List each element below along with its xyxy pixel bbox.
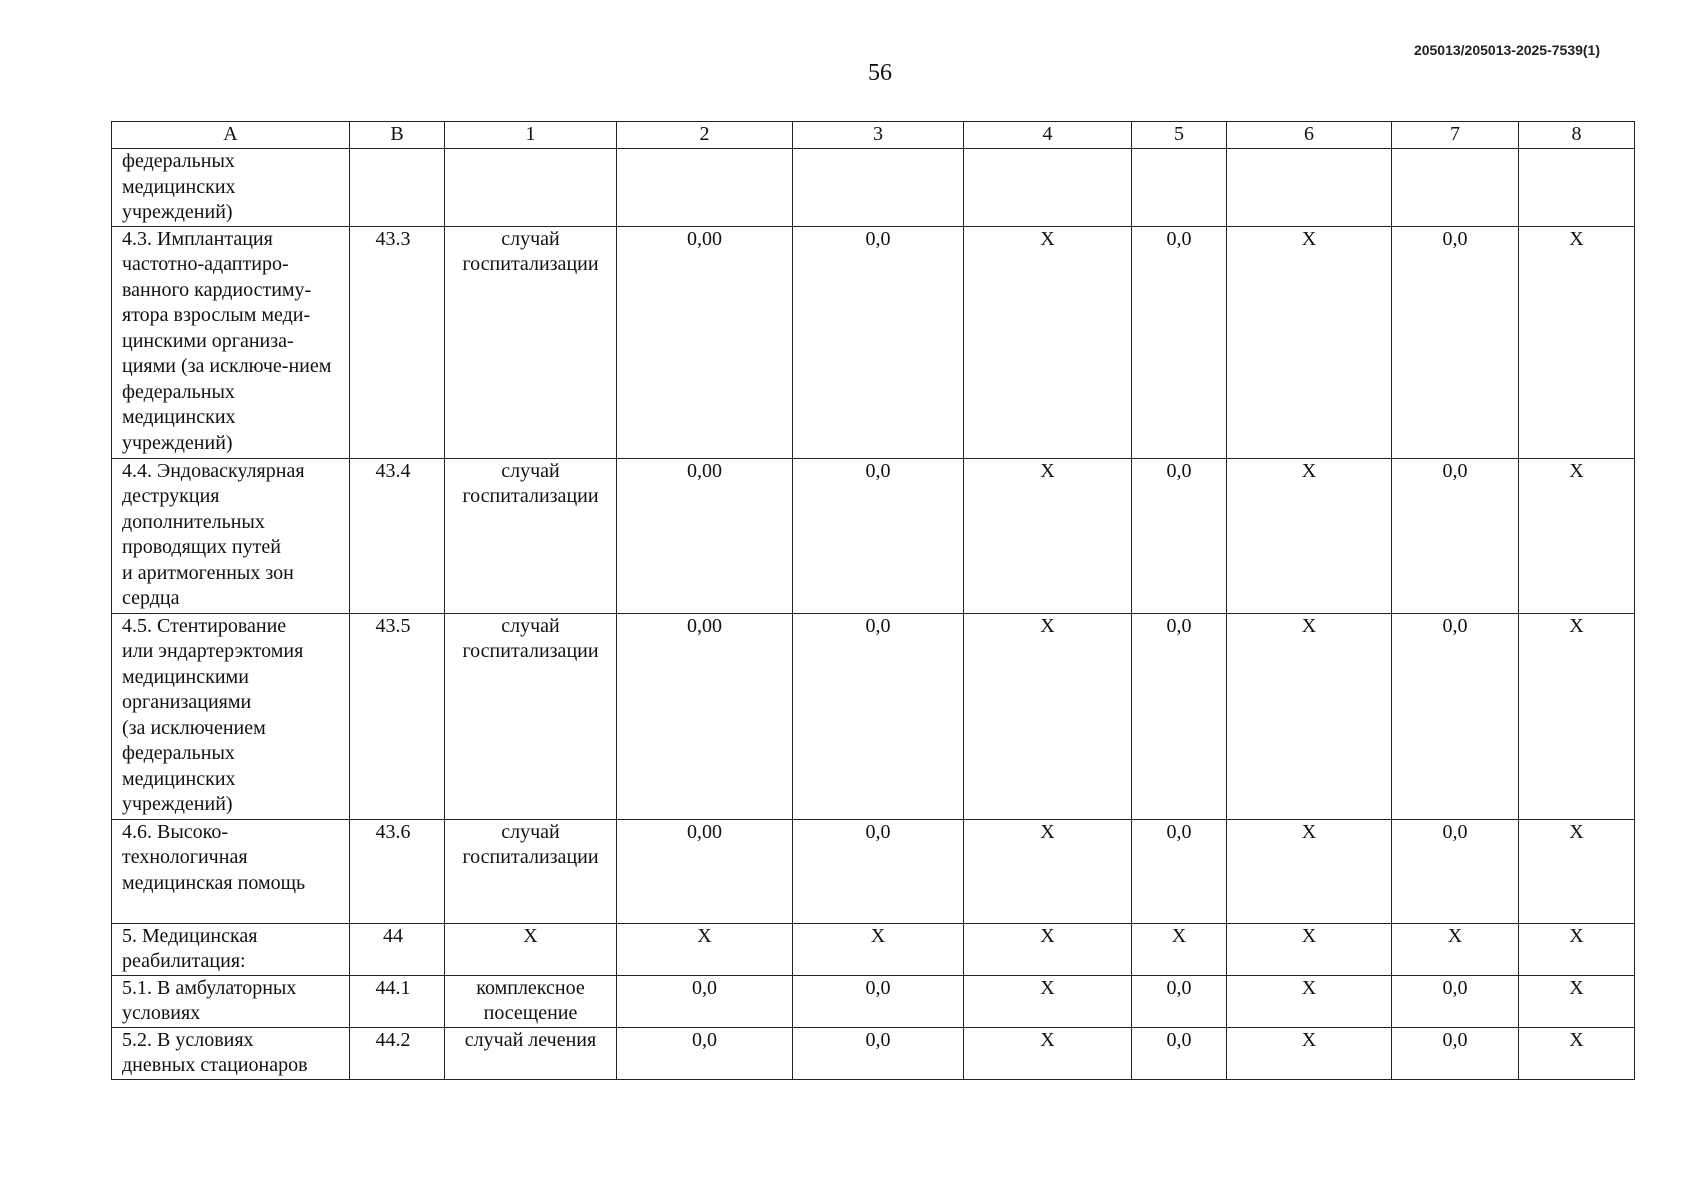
table-row <box>112 613 1635 819</box>
table-row <box>112 458 1635 613</box>
column-header: 7 <box>1392 122 1519 149</box>
value-cell <box>1132 149 1227 227</box>
value-cell: 0,0 <box>1132 819 1227 923</box>
value-cell: Х <box>1132 923 1227 975</box>
value-cell: 0,00 <box>617 458 793 613</box>
row-code: 44 <box>350 923 445 975</box>
table-row <box>112 149 1635 227</box>
unit-cell: Х <box>445 923 617 975</box>
value-cell: Х <box>964 226 1132 458</box>
value-cell: 0,0 <box>793 226 964 458</box>
value-cell: Х <box>964 458 1132 613</box>
row-code <box>350 149 445 227</box>
value-cell: Х <box>1227 819 1392 923</box>
unit-cell: комплексное посещение <box>445 975 617 1027</box>
value-cell <box>617 149 793 227</box>
value-cell: Х <box>1519 819 1635 923</box>
column-header: 5 <box>1132 122 1227 149</box>
value-cell: Х <box>1227 226 1392 458</box>
row-code: 43.5 <box>350 613 445 819</box>
value-cell: 0,0 <box>1392 226 1519 458</box>
table-row <box>112 1027 1635 1079</box>
row-code: 43.3 <box>350 226 445 458</box>
value-cell: Х <box>964 819 1132 923</box>
value-cell: Х <box>1227 458 1392 613</box>
data-table <box>111 121 1635 1080</box>
value-cell <box>1519 149 1635 227</box>
value-cell: 0,0 <box>1392 458 1519 613</box>
unit-cell <box>445 149 617 227</box>
column-header: 4 <box>964 122 1132 149</box>
value-cell: Х <box>964 1027 1132 1079</box>
row-label: 4.5. Стентирование или эндартерэктомия медицинскими организациями (за исключением федеральных медицинских учреждений) <box>112 613 350 819</box>
value-cell: 0,0 <box>617 1027 793 1079</box>
column-header: В <box>350 122 445 149</box>
row-code: 44.2 <box>350 1027 445 1079</box>
value-cell: Х <box>1519 458 1635 613</box>
value-cell: Х <box>1227 1027 1392 1079</box>
value-cell: 0,00 <box>617 613 793 819</box>
value-cell: 0,0 <box>1132 975 1227 1027</box>
value-cell: 0,0 <box>793 975 964 1027</box>
column-header: 8 <box>1519 122 1635 149</box>
row-label: федеральных медицинских учреждений) <box>112 149 350 227</box>
row-code: 44.1 <box>350 975 445 1027</box>
table-row <box>112 975 1635 1027</box>
value-cell: Х <box>1392 923 1519 975</box>
unit-cell: случай госпитализации <box>445 226 617 458</box>
value-cell: 0,0 <box>1132 458 1227 613</box>
value-cell <box>793 149 964 227</box>
unit-cell: случай госпитализации <box>445 819 617 923</box>
value-cell: 0,0 <box>1132 613 1227 819</box>
value-cell: 0,0 <box>1392 613 1519 819</box>
column-header: 1 <box>445 122 617 149</box>
column-header: 3 <box>793 122 964 149</box>
value-cell: 0,0 <box>1392 1027 1519 1079</box>
value-cell: Х <box>964 613 1132 819</box>
header-row <box>112 122 1635 149</box>
column-header: 6 <box>1227 122 1392 149</box>
row-label: 5.1. В амбулаторных условиях <box>112 975 350 1027</box>
table-row <box>112 819 1635 923</box>
row-label: 4.3. Имплантация частотно-адаптиро-ванного кардиостиму-ятора взрослым меди-цинскими организа-циями (за исключе-нием федеральных медицинских учреждений) <box>112 226 350 458</box>
value-cell: Х <box>1519 613 1635 819</box>
value-cell <box>964 149 1132 227</box>
value-cell: Х <box>617 923 793 975</box>
value-cell: 0,0 <box>1392 975 1519 1027</box>
row-label: 5. Медицинская реабилитация: <box>112 923 350 975</box>
value-cell: 0,00 <box>617 819 793 923</box>
value-cell <box>1392 149 1519 227</box>
value-cell: Х <box>1227 923 1392 975</box>
value-cell: Х <box>964 975 1132 1027</box>
value-cell: 0,0 <box>793 819 964 923</box>
value-cell: Х <box>1519 975 1635 1027</box>
unit-cell: случай лечения <box>445 1027 617 1079</box>
column-header: А <box>112 122 350 149</box>
document-id: 205013/205013-2025-7539(1) <box>1413 42 1600 58</box>
column-header: 2 <box>617 122 793 149</box>
value-cell: 0,0 <box>617 975 793 1027</box>
row-code: 43.4 <box>350 458 445 613</box>
value-cell: Х <box>1519 1027 1635 1079</box>
value-cell: Х <box>1519 923 1635 975</box>
value-cell: 0,0 <box>793 613 964 819</box>
row-label: 4.4. Эндоваскулярная деструкция дополнительных проводящих путей и аритмогенных зон сердца <box>112 458 350 613</box>
value-cell: 0,0 <box>793 1027 964 1079</box>
value-cell: 0,0 <box>1392 819 1519 923</box>
value-cell <box>1227 149 1392 227</box>
value-cell: 0,0 <box>793 458 964 613</box>
row-label: 4.6. Высоко-технологичная медицинская помощь <box>112 819 350 923</box>
value-cell: Х <box>1227 975 1392 1027</box>
value-cell: 0,0 <box>1132 226 1227 458</box>
value-cell: Х <box>1519 226 1635 458</box>
value-cell: Х <box>964 923 1132 975</box>
value-cell: Х <box>793 923 964 975</box>
page-number: 56 <box>868 60 892 86</box>
unit-cell: случай госпитализации <box>445 458 617 613</box>
table-row <box>112 923 1635 975</box>
value-cell: Х <box>1227 613 1392 819</box>
row-label: 5.2. В условиях дневных стационаров <box>112 1027 350 1079</box>
value-cell: 0,00 <box>617 226 793 458</box>
row-code: 43.6 <box>350 819 445 923</box>
value-cell: 0,0 <box>1132 1027 1227 1079</box>
table-row <box>112 226 1635 458</box>
unit-cell: случай госпитализации <box>445 613 617 819</box>
